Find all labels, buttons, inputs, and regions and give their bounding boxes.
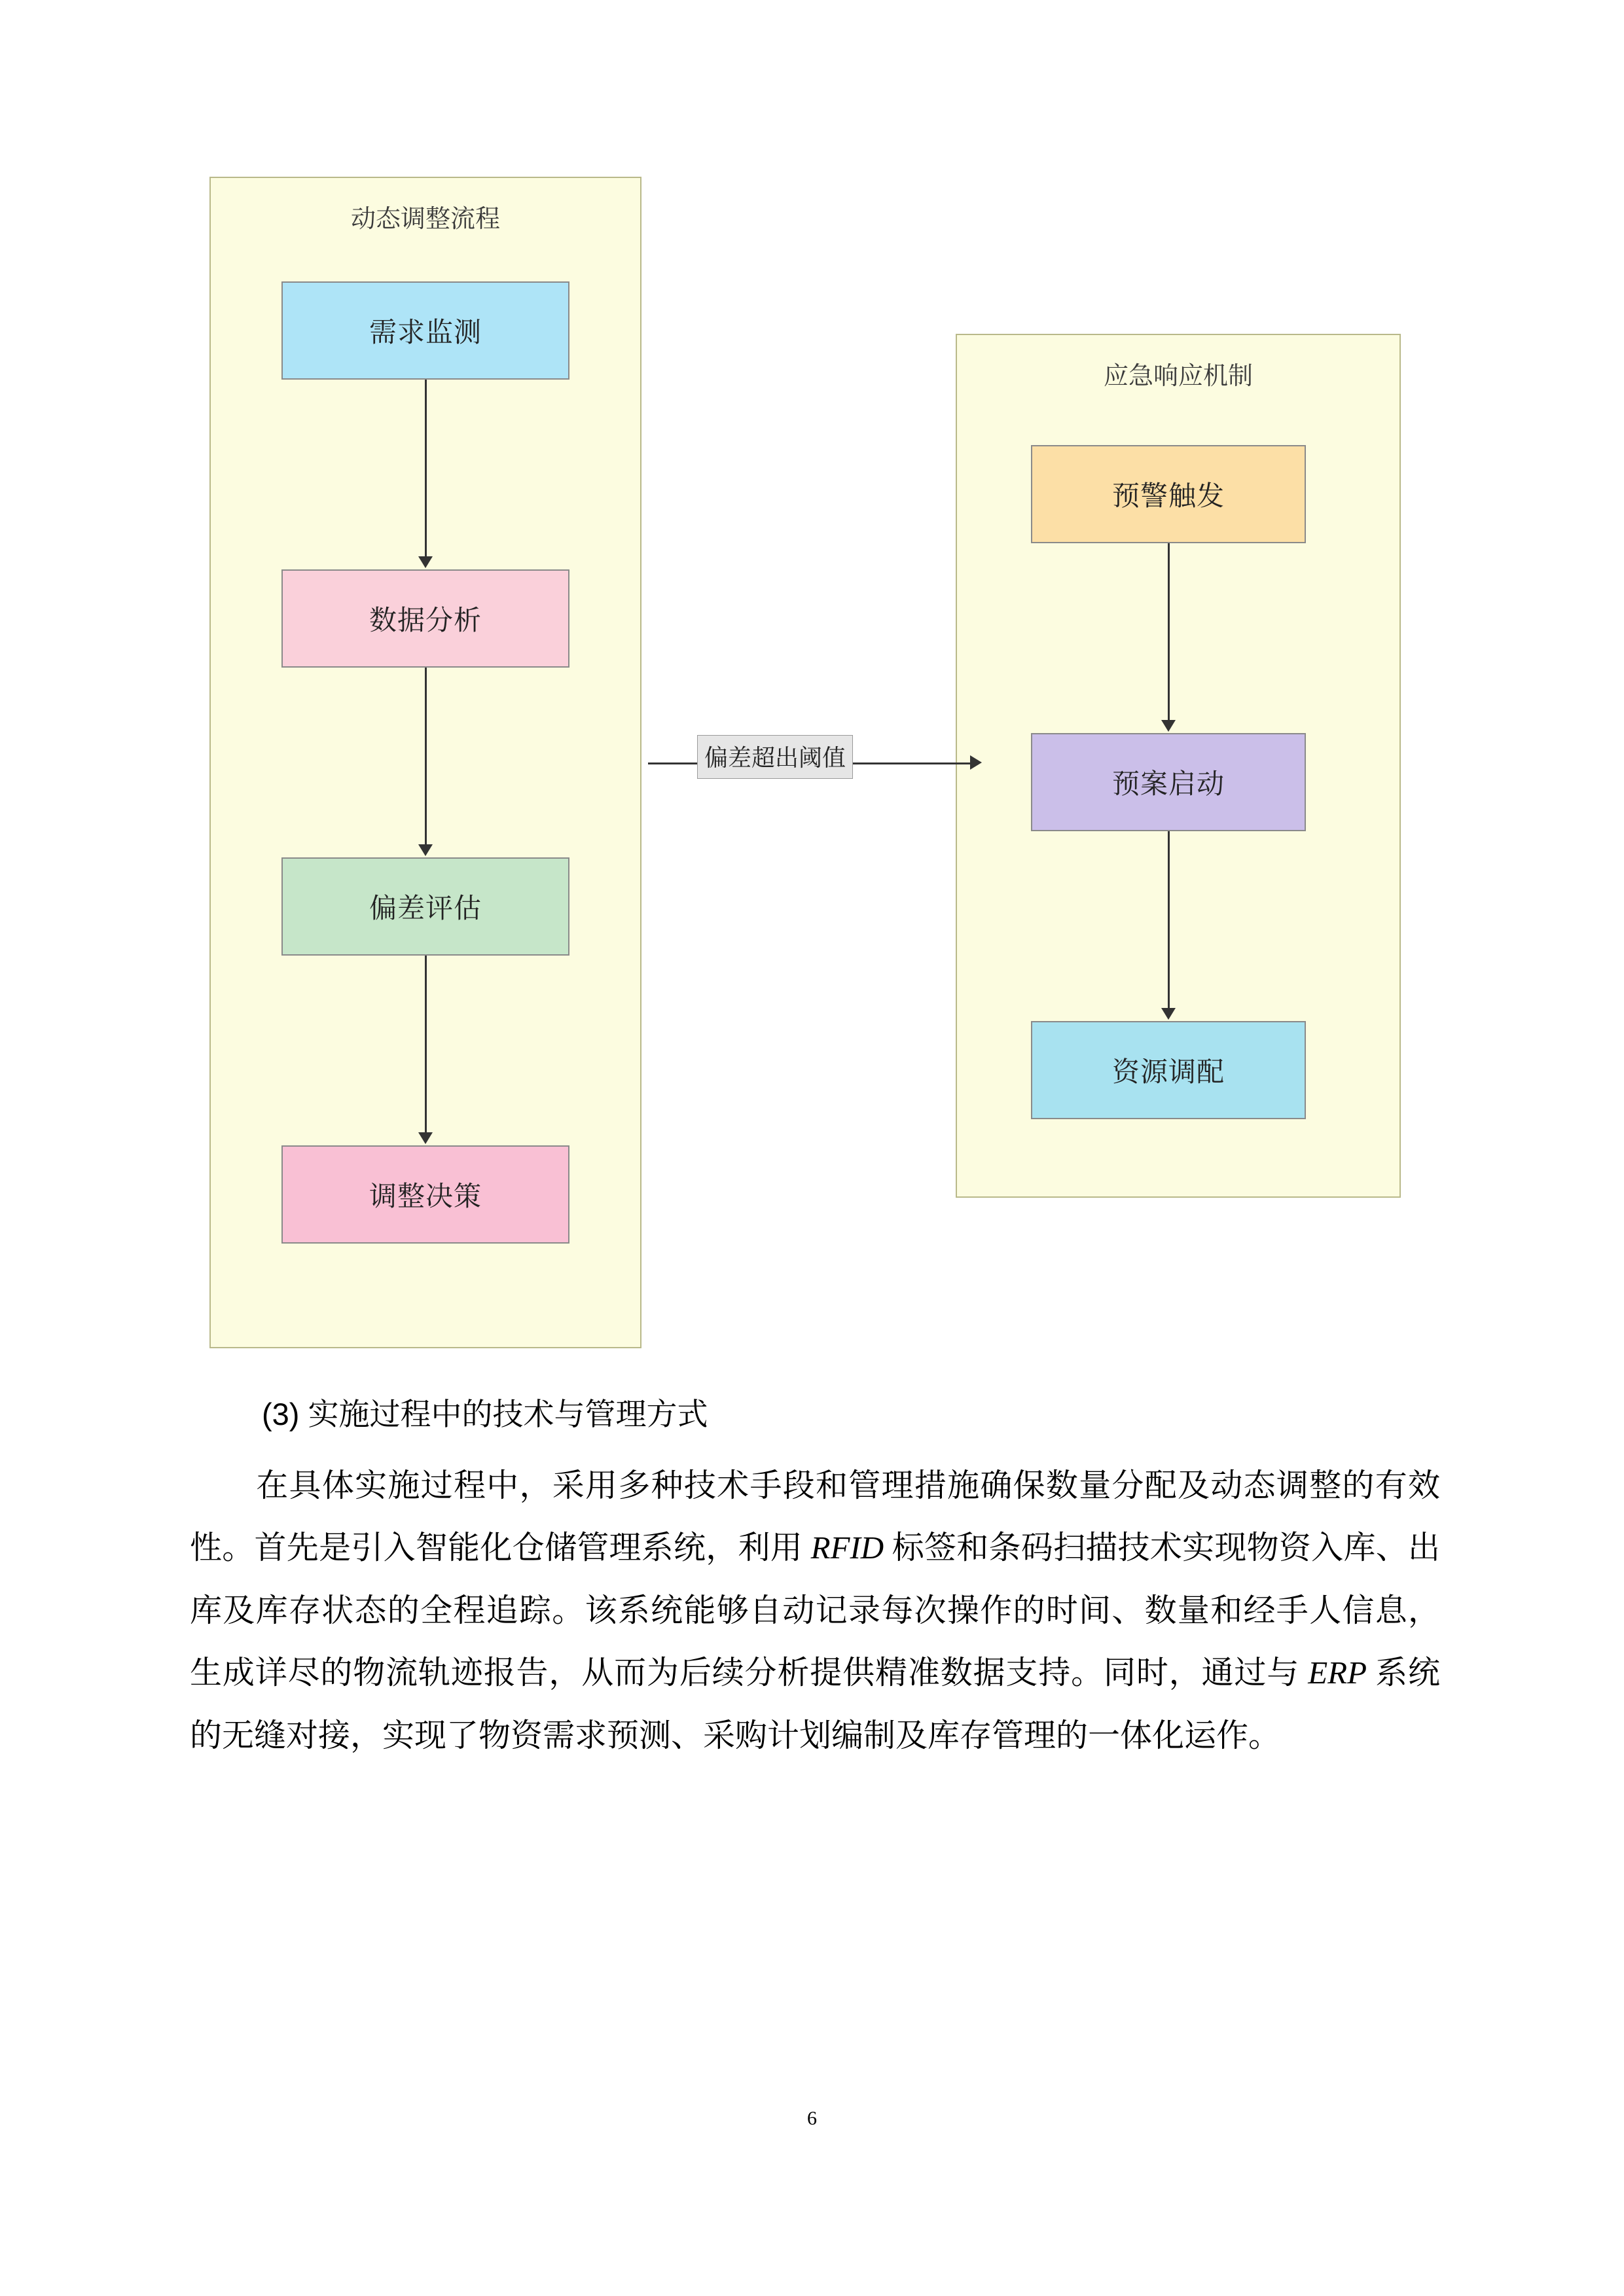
paragraph-part-3: 系统的无缝对接，实现了物资需求预测、采购计划编制及库存管理的一体化运作。 — [190, 1655, 1440, 1754]
node-demand-monitoring[interactable] — [281, 281, 569, 380]
edge-monitoring-to-analysis — [425, 380, 427, 558]
term-erp: ERP — [1308, 1655, 1367, 1691]
node-adjustment-decision[interactable] — [281, 1145, 569, 1244]
edge-monitoring-to-analysis-arrow — [418, 556, 433, 568]
node-resource-allocation[interactable] — [1031, 1021, 1306, 1119]
node-adjustment-decision-label: 调整决策 — [369, 1181, 482, 1211]
cluster-emergency-response-title: 应急响应机制 — [1103, 363, 1253, 390]
cluster-dynamic-adjustment-title: 动态调整流程 — [350, 206, 500, 233]
paragraph-part-2: 标签和条码扫描技术实现物资入库、出库及库存状态的全程追踪。该系统能够自动记录每次操作的时间、数量和经手人信息，生成详尽的物流轨迹报告，从而为后续分析提供精准数据支持。同时，通过与 — [190, 1530, 1440, 1691]
node-alert-trigger-label: 预警触发 — [1111, 480, 1225, 511]
node-alert-trigger[interactable] — [1031, 445, 1306, 543]
node-data-analysis-label: 数据分析 — [369, 605, 482, 636]
flowchart-diagram — [209, 167, 1440, 1365]
edge-plan-to-resource — [1168, 831, 1170, 1009]
node-demand-monitoring-label: 需求监测 — [369, 317, 482, 348]
body-text-block — [190, 1391, 1440, 1767]
node-deviation-assessment-label: 偏差评估 — [369, 893, 482, 924]
node-deviation-assessment[interactable] — [281, 857, 569, 956]
edge-label-deviation-threshold: 偏差超出阈值 — [697, 735, 853, 779]
node-plan-activation-label: 预案启动 — [1111, 768, 1225, 799]
page-number: 6 — [807, 2108, 817, 2129]
term-rfid: RFID — [810, 1530, 884, 1566]
edge-assessment-to-decision-arrow — [418, 1132, 433, 1144]
edge-analysis-to-assessment — [425, 668, 427, 846]
section-paragraph — [190, 1454, 1440, 1767]
node-data-analysis[interactable] — [281, 569, 569, 668]
edge-plan-to-resource-arrow — [1161, 1008, 1176, 1020]
edge-cross-cluster-arrow — [970, 755, 982, 770]
paragraph-part-1: 在具体实施过程中，采用多种技术手段和管理措施确保数量分配及动态调整的有效性。首先是引入智能化仓储管理系统，利用 — [190, 1467, 1440, 1566]
edge-analysis-to-assessment-arrow — [418, 844, 433, 856]
node-resource-allocation-label: 资源调配 — [1111, 1056, 1225, 1087]
section-heading: (3) 实施过程中的技术与管理方式 — [262, 1397, 708, 1431]
node-plan-activation[interactable] — [1031, 733, 1306, 831]
edge-assessment-to-decision — [425, 956, 427, 1134]
edge-alert-to-plan-arrow — [1161, 720, 1176, 732]
edge-alert-to-plan — [1168, 543, 1170, 721]
